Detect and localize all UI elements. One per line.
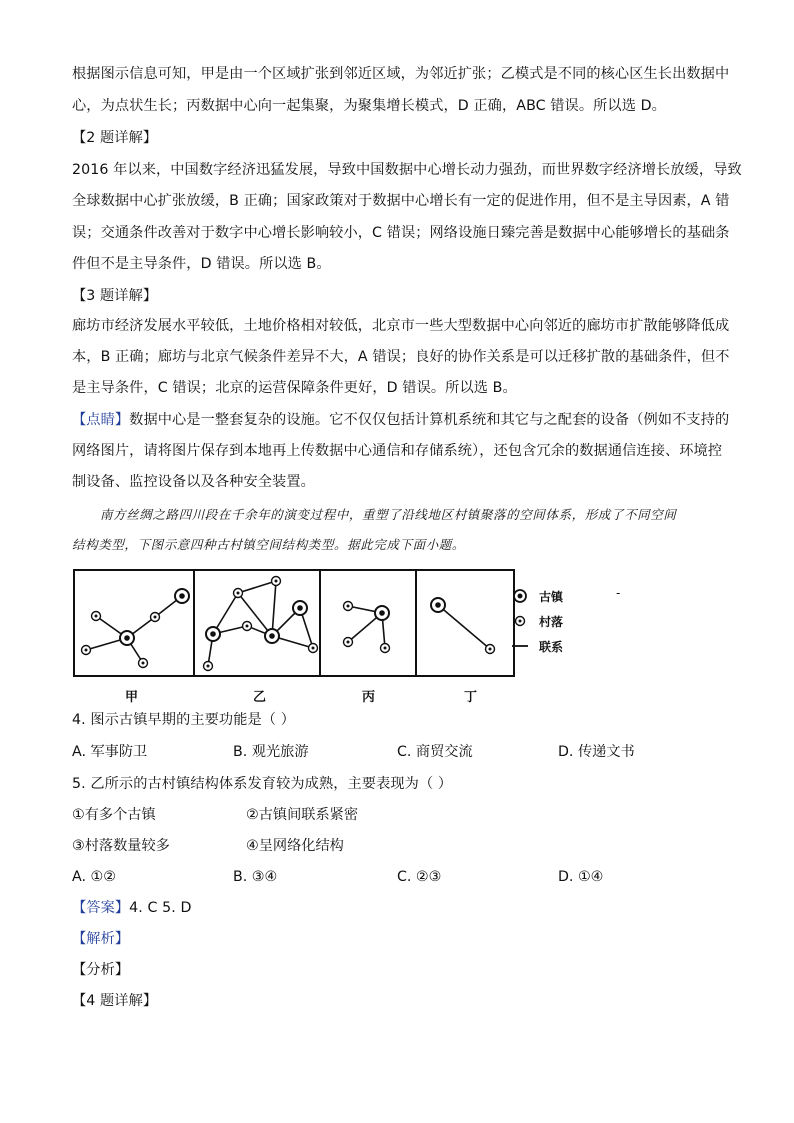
panel-label-yi: 乙 — [253, 690, 267, 705]
text-line: 误；交通条件改善对于数字中心增长影响较小，C 错误；网络设施日臻完善是数据中心能够增长的基础条 — [72, 225, 730, 241]
text-line: 是主导条件，C 错误；北京的运营保障条件更好，D 错误。所以选 B。 — [72, 380, 517, 396]
legend-village-label: 村落 — [539, 615, 564, 629]
analysis-heading: 【解析】 — [72, 931, 130, 947]
question-4-stem: 4. 图示古镇早期的主要功能是（ ） — [72, 712, 295, 728]
note-text: 数据中心是一整套复杂的设施。它不仅仅包括计算机系统和其它与之配套的设备（例如不支持的 — [129, 412, 730, 428]
answer-text: 4. C 5. D — [129, 900, 192, 916]
section-heading-q2: 【2 题详解】 — [72, 130, 158, 146]
figure-town-structures — [72, 566, 752, 706]
text-line: 心，为点状生长；丙数据中心向一起集聚，为聚集增长模式，D 正确，ABC 错误。所以选 D。 — [72, 98, 666, 114]
figure-svg — [72, 566, 752, 706]
text-line: 网络图片，请将图片保存到本地再上传数据中心通信和存储系统），还包含冗余的数据通信连接、环境控 — [72, 443, 723, 459]
legend-town-label: 古镇 — [539, 590, 564, 604]
panel-label-ding: 丁 — [464, 690, 478, 705]
q5-item-4: ④呈网络化结构 — [246, 838, 344, 854]
text-line: 廊坊市经济发展水平较低，土地价格相对较低，北京市一些大型数据中心向邻近的廊坊市扩散能够降低成 — [72, 318, 730, 334]
section-heading-q4: 【4 题详解】 — [72, 993, 158, 1009]
text-line: 2016 年以来，中国数字经济迅猛发展，导致中国数据中心增长动力强劲，而世界数字经济增长放缓，导致 — [72, 162, 742, 178]
note-tag: 【点睛】 — [72, 412, 130, 428]
q4-option-a: A. 军事防卫 — [72, 744, 148, 760]
panel-label-jia: 甲 — [125, 690, 139, 705]
text-line: 全球数据中心扩张放缓，B 正确；国家政策对于数据中心增长有一定的促进作用，但不是主导因素，A 错 — [72, 193, 730, 209]
text-line: 根据图示信息可知，甲是由一个区域扩张到邻近区域，为邻近扩张；乙模式是不同的核心区生长出数据中 — [72, 66, 730, 82]
q5-option-b: B. ③④ — [233, 869, 278, 885]
answer-tag: 【答案】 — [72, 900, 130, 916]
answer-line — [72, 898, 722, 918]
text-line: 件但不是主导条件，D 错误。所以选 B。 — [72, 256, 331, 272]
note-paragraph — [72, 410, 730, 430]
q5-item-2: ②古镇间联系紧密 — [246, 807, 359, 823]
q5-item-3: ③村落数量较多 — [72, 838, 170, 854]
intro-line: 南方丝绸之路四川段在千余年的演变过程中，重塑了沿线地区村镇聚落的空间体系，形成了不同空间 — [100, 507, 677, 522]
q4-option-b: B. 观光旅游 — [233, 744, 309, 760]
legend-dash: - — [616, 586, 621, 600]
q4-option-c: C. 商贸交流 — [397, 744, 473, 760]
legend-link-label: 联系 — [539, 640, 564, 654]
section-heading-q3: 【3 题详解】 — [72, 288, 158, 304]
panel-label-bing: 丙 — [362, 690, 376, 705]
question-5-stem: 5. 乙所示的古村镇结构体系发育较为成熟，主要表现为（ ） — [72, 776, 453, 792]
q4-option-d: D. 传递文书 — [558, 744, 635, 760]
fenxi-heading: 【分析】 — [72, 962, 130, 978]
q5-item-1: ①有多个古镇 — [72, 807, 156, 823]
q5-option-c: C. ②③ — [397, 869, 442, 885]
text-line: 本，B 正确；廊坊与北京气候条件差异不大，A 错误；良好的协作关系是可以迁移扩散的基础条件，但不 — [72, 349, 730, 365]
text-line: 制设备、监控设备以及各种安全装置。 — [72, 474, 315, 490]
q5-option-d: D. ①④ — [558, 869, 604, 885]
q5-option-a: A. ①② — [72, 869, 116, 885]
intro-line: 结构类型，下图示意四种古村镇空间结构类型。据此完成下面小题。 — [72, 537, 466, 552]
